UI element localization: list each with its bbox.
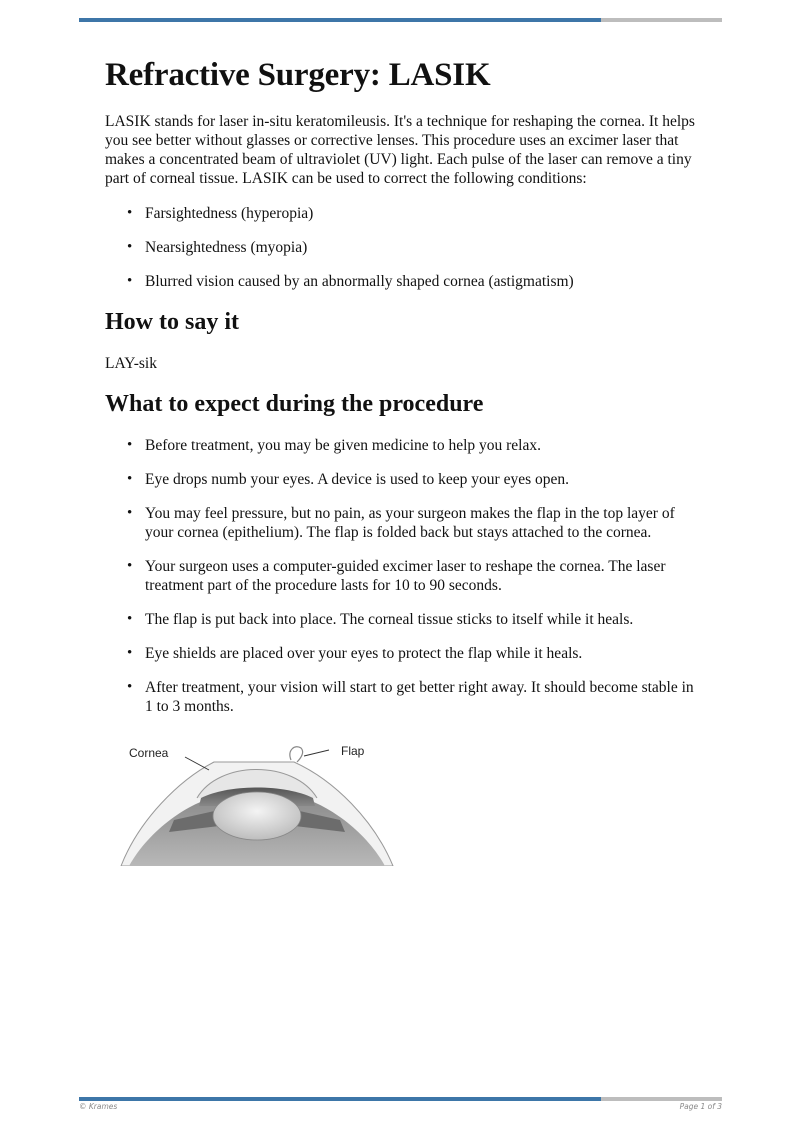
label-cornea: Cornea [129,746,169,760]
section-heading-pronunciation: How to say it [105,309,239,335]
list-item: • Your surgeon uses a computer-guided excimer laser to reshape the cornea. The laser treatment part of the procedure lasts for 10 to 90 seconds. [145,557,705,595]
footer-rule-accent [79,1097,601,1101]
list-item: • Eye shields are placed over your eyes to protect the flap while it heals. [145,644,705,663]
footer-copyright: © Krames [79,1102,118,1111]
header-rule-gray [601,18,722,22]
page-title: Refractive Surgery: LASIK [105,57,491,93]
eye-illustration [119,740,395,866]
header-rule-accent [79,18,601,22]
list-item: • Before treatment, you may be given medicine to help you relax. [145,436,705,455]
header-rule [79,18,722,22]
list-item: • The flap is put back into place. The corneal tissue sticks to itself while it heals. [145,610,705,629]
list-item: • Nearsightedness (myopia) [145,238,705,257]
list-item: • Eye drops numb your eyes. A device is used to keep your eyes open. [145,470,705,489]
list-item: • Blurred vision caused by an abnormally shaped cornea (astigmatism) [145,272,705,291]
label-flap: Flap [341,744,365,758]
procedure-list [105,436,705,716]
footer-page-number: Page 1 of 3 [679,1102,722,1111]
conditions-list [105,204,705,291]
list-item: • Farsightedness (hyperopia) [145,204,705,223]
pronunciation-text: LAY-sik [105,355,157,372]
document-body [105,52,705,866]
section-heading-procedure: What to expect during the procedure [105,391,484,417]
footer-rule-gray [601,1097,722,1101]
list-item: • After treatment, your vision will start to get better right away. It should become stable in 1 to 3 months. [145,678,705,716]
list-item: • You may feel pressure, but no pain, as your surgeon makes the flap in the top layer of your cornea (epithelium). The flap is folded back but stays attached to the cornea. [145,504,705,542]
footer-rule [79,1097,722,1101]
intro-paragraph: LASIK stands for laser in-situ keratomileusis. It's a technique for reshaping the cornea. It helps you see better without glasses or corrective lenses. This procedure uses an excimer laser that makes a concentrated beam of ultraviolet (UV) light. Each pulse of the laser can remove a tiny part of corneal tissue. LASIK can be used to correct the following conditions: [105,113,695,187]
